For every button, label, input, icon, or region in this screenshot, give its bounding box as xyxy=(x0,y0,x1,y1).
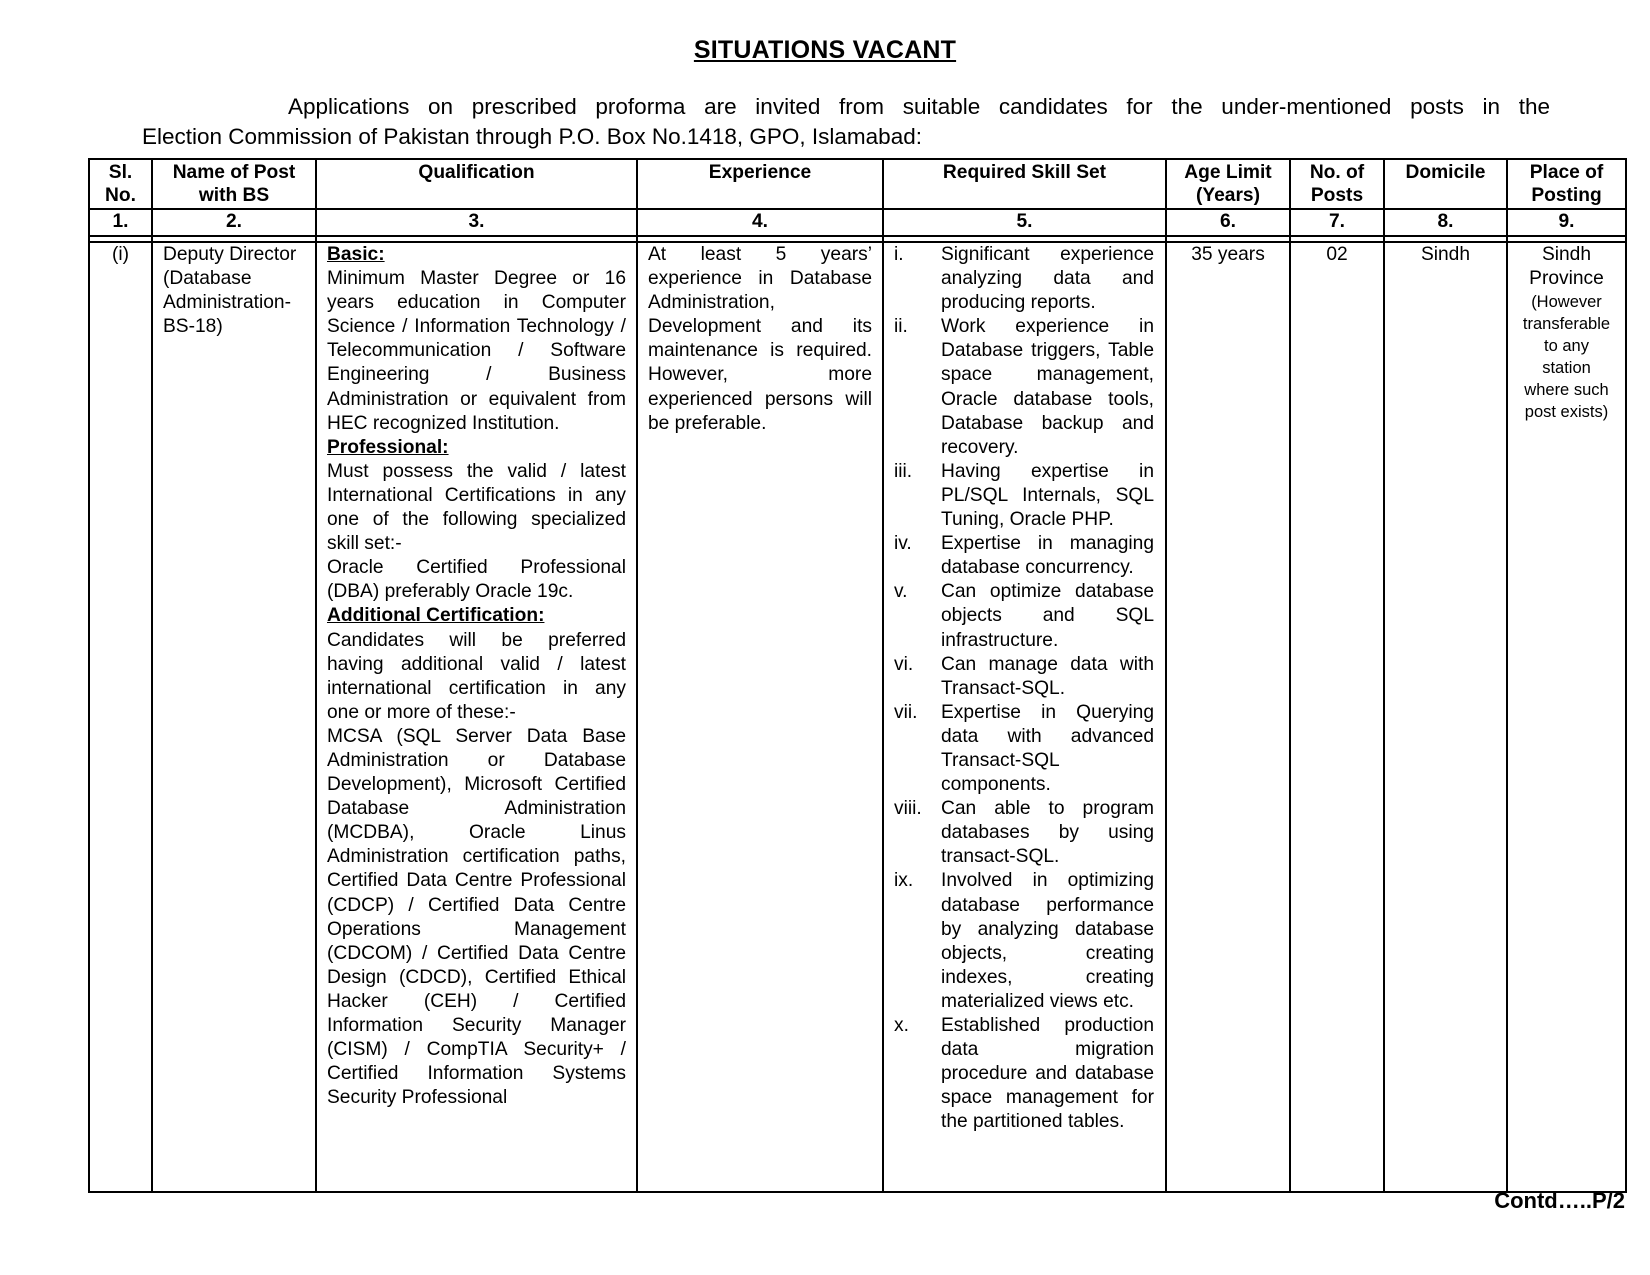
skill-text: Can optimize database objects and SQL infrastructure. xyxy=(941,581,1154,651)
skill-item xyxy=(894,315,1155,460)
column-number: 7. xyxy=(1290,209,1384,236)
table-row xyxy=(89,242,1626,1192)
additional-text: Candidates will be preferred having additional valid / latest international certification in any one or more of these:- xyxy=(327,629,626,723)
header-row xyxy=(89,159,1626,209)
skill-item xyxy=(894,701,1155,797)
header-experience: Experience xyxy=(637,159,883,209)
skill-text: Can able to program databases by using transact-SQL. xyxy=(941,798,1154,868)
intro-line-1: Applications on prescribed proforma are invited from suitable candidates for the under-mentioned posts in the xyxy=(288,94,1550,119)
skill-number: ii. xyxy=(894,316,908,338)
cell-domicile: Sindh xyxy=(1384,242,1507,1192)
professional-text: Must possess the valid / latest International Certifications in any one of the following specialized skill set:- xyxy=(327,460,626,555)
skill-text: Involved in optimizing database performance by analyzing database objects, creating indexes, creating materialized views etc. xyxy=(941,870,1154,1012)
skill-text: Established production data migration procedure and database space management for the partitioned tables. xyxy=(941,1015,1154,1133)
skill-number: vii. xyxy=(894,701,918,723)
header-age-limit: Age Limit (Years) xyxy=(1166,159,1290,209)
skill-number: iii. xyxy=(894,460,913,482)
header-qualification: Qualification xyxy=(316,159,637,209)
column-number: 6. xyxy=(1166,209,1290,236)
experience-text: At least 5 years’ experience in Database Administration, Development and its maintenance is required. However, more experienced persons will be preferable. xyxy=(648,244,872,434)
column-number: 9. xyxy=(1507,209,1626,236)
column-number: 3. xyxy=(316,209,637,236)
column-number: 5. xyxy=(883,209,1166,236)
place-main: Sindh Province xyxy=(1529,244,1604,290)
skill-text: Can manage data with Transact-SQL. xyxy=(941,653,1154,699)
intro-paragraph xyxy=(142,92,1550,152)
place-note: (However transferable to any station where such post exists) xyxy=(1522,293,1611,422)
additional-heading: Additional Certification: xyxy=(327,605,545,627)
skill-number: v. xyxy=(894,581,908,603)
column-number: 2. xyxy=(152,209,316,236)
basic-heading: Basic: xyxy=(327,244,385,265)
skill-text: Significant experience analyzing data and producing reports. xyxy=(941,244,1154,314)
column-number: 1. xyxy=(89,209,152,236)
skill-item xyxy=(894,460,1155,532)
column-number-row xyxy=(89,209,1626,236)
skill-number: x. xyxy=(894,1015,909,1036)
cell-sl-no: (i) xyxy=(89,242,152,1192)
skill-item xyxy=(894,653,1155,701)
cell-qualification xyxy=(316,242,637,1192)
cell-post-name: Deputy Director (Database Administration-BS-18) xyxy=(152,242,316,1192)
skill-number: i. xyxy=(894,244,904,265)
page-title: SITUATIONS VACANT xyxy=(693,36,957,64)
column-number: 8. xyxy=(1384,209,1507,236)
skill-text: Expertise in Querying data with advanced Transact-SQL components. xyxy=(941,701,1154,796)
basic-text: Minimum Master Degree or 16 years education in Computer Science / Information Technology / Telecommunication / Software Engineering / Business Administration or equivalent from HEC recognized Institution. xyxy=(327,268,626,434)
intro-line-2: Election Commission of Pakistan through P.O. Box No.1418, GPO, Islamabad: xyxy=(142,124,922,149)
header-skill-set: Required Skill Set xyxy=(883,159,1166,209)
cell-experience xyxy=(637,242,883,1192)
additional-list: MCSA (SQL Server Data Base Administration or Database Development), Microsoft Certified Database Administration (MCDBA), Oracle Linus Administration certification paths, Certified Data Centre Professional (CDCP) / Certified Data Centre Operations Management (CDCOM) / Certified Data Centre Design (CDCD), Certified Ethical Hacker (CEH) / Certified Information Security Manager (CISM) / CompTIA Security+ / Certified Information Systems Security Professional xyxy=(327,725,626,1109)
column-number: 4. xyxy=(637,209,883,236)
header-domicile: Domicile xyxy=(1384,159,1507,209)
continued-note: Contd…..P/2 xyxy=(1494,1188,1625,1213)
cell-no-of-posts: 02 xyxy=(1290,242,1384,1192)
header-sl-no: Sl. No. xyxy=(89,159,152,209)
skill-list xyxy=(894,243,1155,1134)
skill-item xyxy=(894,580,1155,652)
skill-item xyxy=(894,1014,1155,1134)
skill-text: Work experience in Database triggers, Table space management, Oracle database tools, Database backup and recovery. xyxy=(941,316,1154,458)
skill-text: Expertise in managing database concurrency. xyxy=(941,533,1154,579)
cell-place-of-posting xyxy=(1507,242,1626,1192)
professional-heading: Professional: xyxy=(327,436,449,458)
skill-item xyxy=(894,243,1155,315)
skill-item xyxy=(894,532,1155,580)
header-post-name: Name of Post with BS xyxy=(152,159,316,209)
skill-number: viii. xyxy=(894,798,922,820)
skill-number: vi. xyxy=(894,653,914,675)
skill-number: iv. xyxy=(894,533,912,555)
skill-item xyxy=(894,797,1155,869)
skill-text: Having expertise in PL/SQL Internals, SQL Tuning, Oracle PHP. xyxy=(941,460,1154,531)
vacancy-table xyxy=(88,158,1627,1193)
skill-item xyxy=(894,869,1155,1014)
header-no-of-posts: No. of Posts xyxy=(1290,159,1384,209)
cell-skill-set xyxy=(883,242,1166,1192)
skill-number: ix. xyxy=(894,870,914,892)
header-place-of-posting: Place of Posting xyxy=(1507,159,1626,209)
cell-age-limit: 35 years xyxy=(1166,242,1290,1192)
professional-cert: Oracle Certified Professional (DBA) preferably Oracle 19c. xyxy=(327,557,626,603)
